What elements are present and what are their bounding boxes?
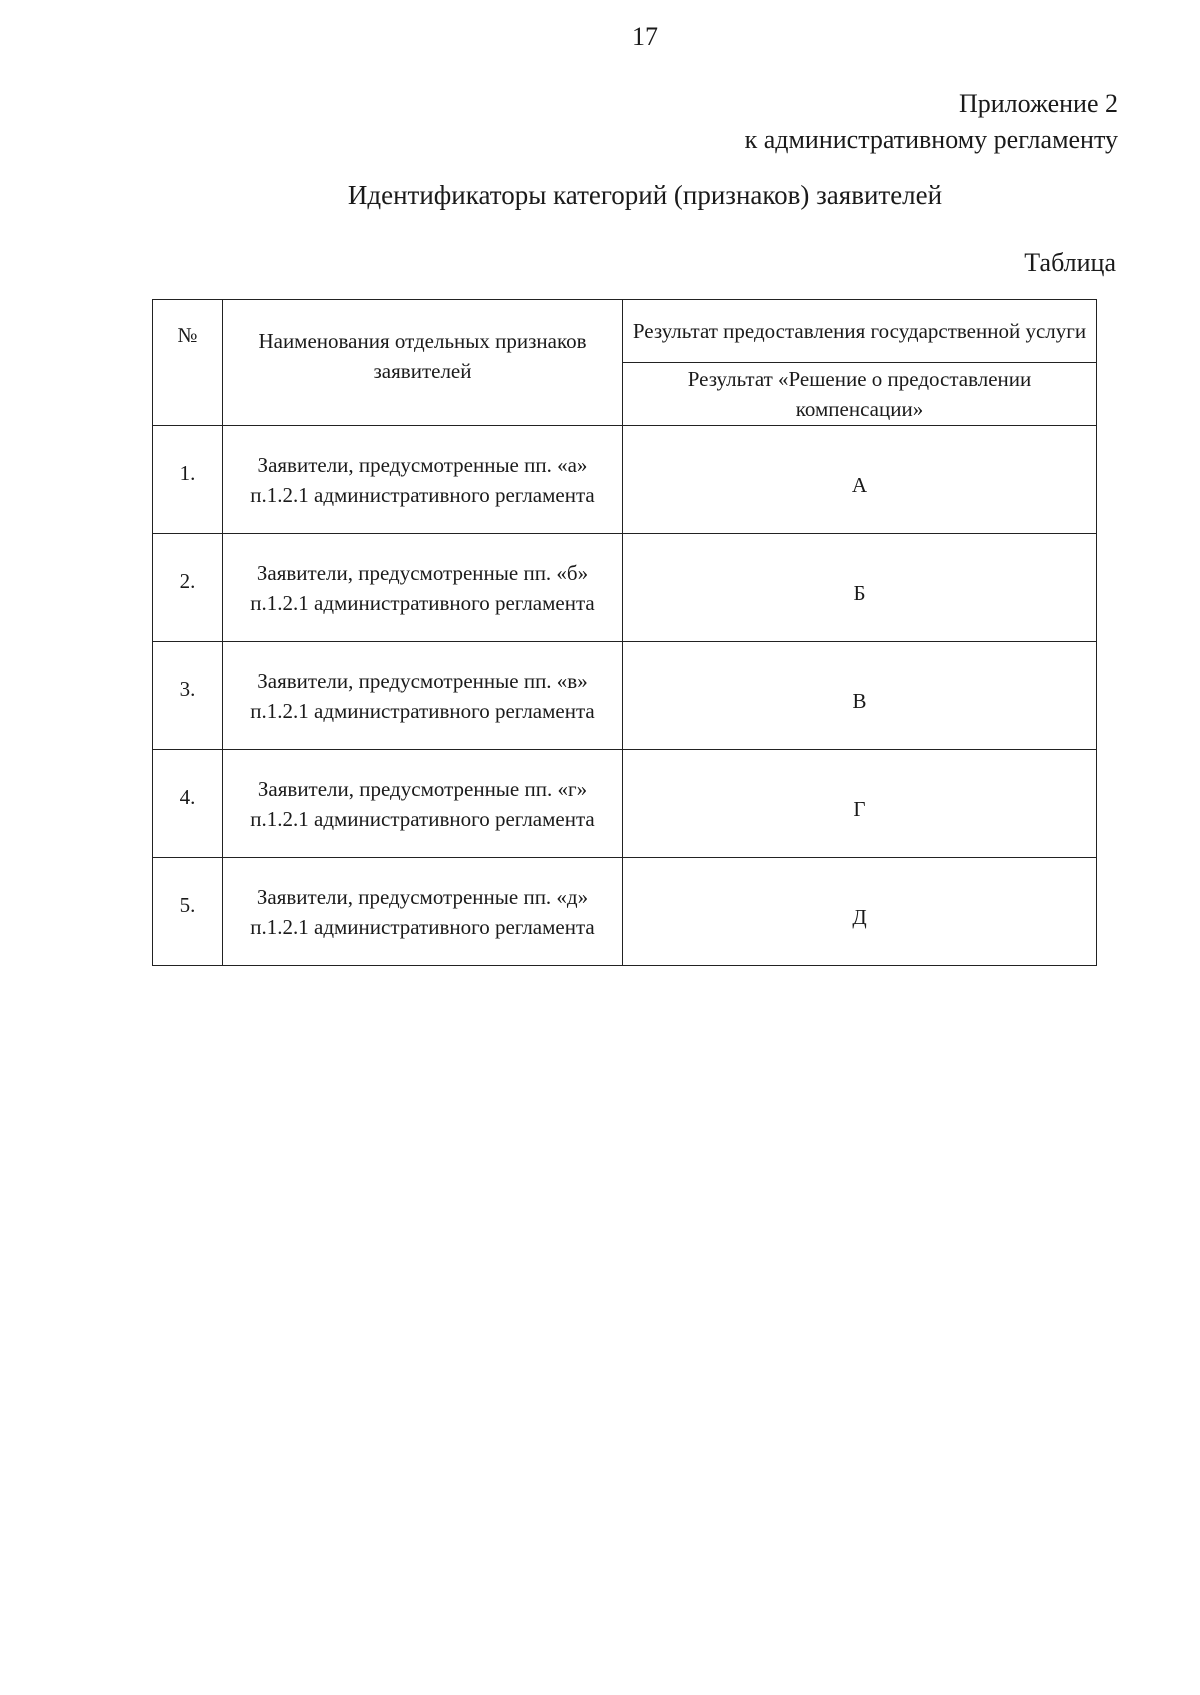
row-value: Д (623, 858, 1097, 966)
row-num: 3. (153, 642, 223, 750)
table-row (153, 426, 1097, 534)
row-value: А (623, 426, 1097, 534)
appendix-note (745, 86, 1118, 158)
header-result-group: Результат предоставления государственной услуги (623, 300, 1097, 363)
header-result: Результат «Решение о предоставлении компенсации» (623, 363, 1097, 426)
table-label: Таблица (1024, 248, 1116, 277)
table-row (153, 750, 1097, 858)
appendix-line-1: Приложение 2 (958, 89, 1118, 118)
row-num: 4. (153, 750, 223, 858)
appendix-line-2: к административному регламенту (744, 125, 1118, 154)
row-name: Заявители, предусмотренные пп. «б» п.1.2.1 административного регламента (223, 534, 623, 642)
row-name: Заявители, предусмотренные пп. «д» п.1.2.1 административного регламента (223, 858, 623, 966)
row-name: Заявители, предусмотренные пп. «в» п.1.2.1 административного регламента (223, 642, 623, 750)
row-name: Заявители, предусмотренные пп. «г» п.1.2.1 административного регламента (223, 750, 623, 858)
applicant-identifiers-table (152, 299, 1097, 966)
row-value: В (623, 642, 1097, 750)
row-name: Заявители, предусмотренные пп. «а» п.1.2.1 административного регламента (223, 426, 623, 534)
row-num: 5. (153, 858, 223, 966)
row-num: 2. (153, 534, 223, 642)
row-num: 1. (153, 426, 223, 534)
row-value: Б (623, 534, 1097, 642)
table-row (153, 858, 1097, 966)
document-title: Идентификаторы категорий (признаков) заявителей (347, 180, 943, 210)
page-number: 17 (632, 22, 658, 51)
header-num: № (153, 300, 223, 426)
table-header-row (153, 300, 1097, 363)
table-row (153, 534, 1097, 642)
row-value: Г (623, 750, 1097, 858)
header-name: Наименования отдельных признаков заявителей (223, 300, 623, 426)
table-row (153, 642, 1097, 750)
